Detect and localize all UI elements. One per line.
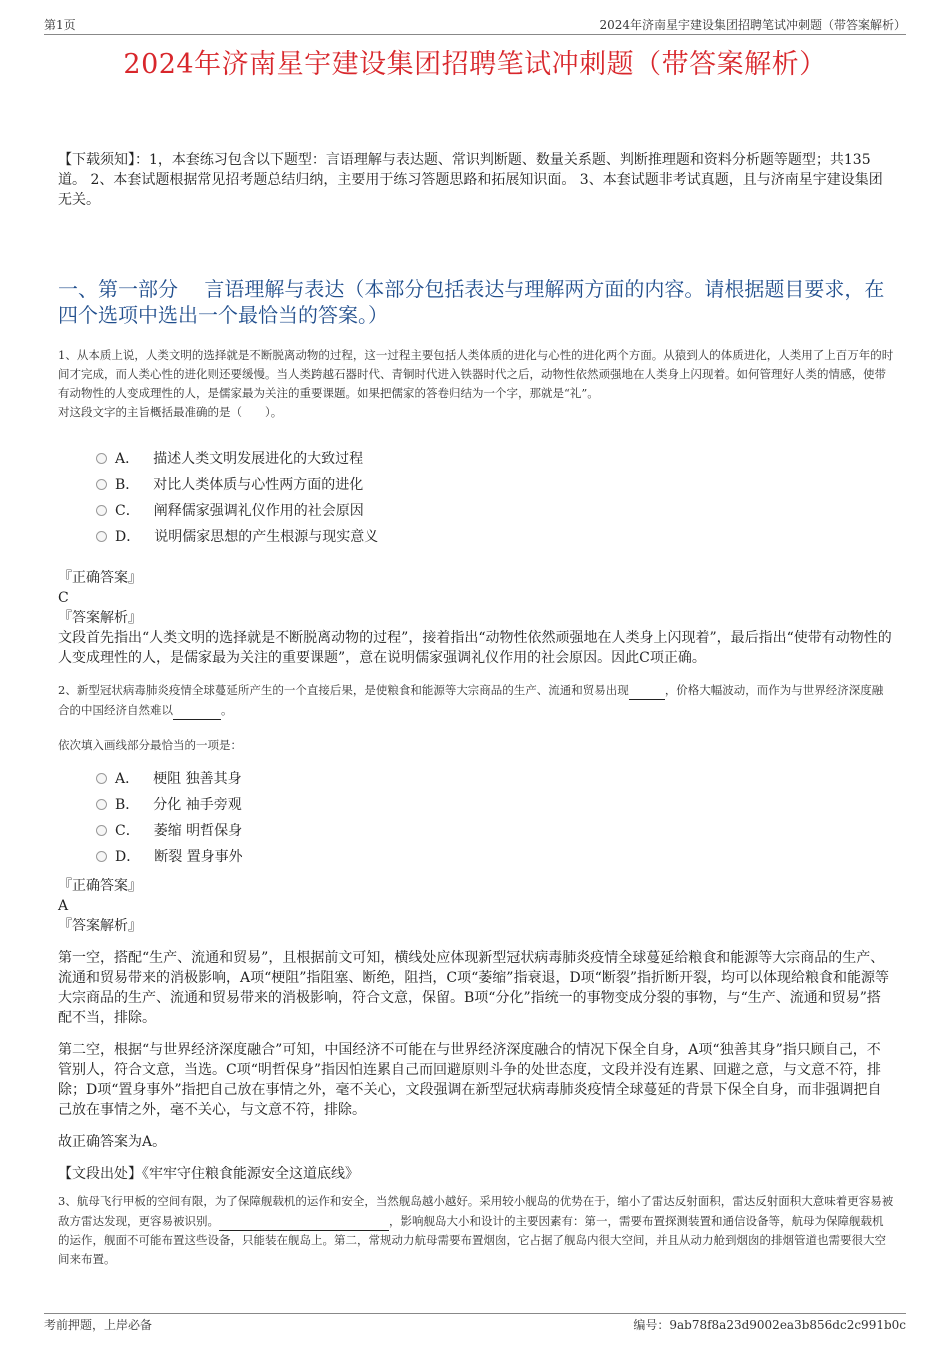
answer-label: 『正确答案』 bbox=[58, 878, 142, 894]
answer-value: A bbox=[58, 898, 69, 914]
blank-line[interactable] bbox=[219, 1211, 389, 1231]
question-1-answer bbox=[58, 568, 894, 668]
page-header bbox=[44, 14, 906, 35]
text-source: 【文段出处】《牢牢守住粮食能源安全这道底线》 bbox=[58, 1166, 359, 1182]
option-a[interactable]: A． 梗阻 独善其身 bbox=[96, 766, 243, 792]
page-number: 第1页 bbox=[44, 18, 76, 32]
document-code: 9ab78f8a23d9002ea3b856dc2c991b0c bbox=[669, 1318, 906, 1332]
answer-value: C bbox=[58, 590, 69, 606]
question-prompt: 依次填入画线部分最恰当的一项是： bbox=[58, 738, 242, 752]
radio-icon[interactable] bbox=[96, 453, 107, 464]
question-1-options bbox=[96, 446, 378, 550]
radio-icon[interactable] bbox=[96, 851, 107, 862]
question-2-stem: 2、新型冠状病毒肺炎疫情全球蔓延所产生的一个直接后果，是使粮食和能源等大宗商品的生产、流通和贸易出现 ，价格大幅波动，而作为与世界经济深度融合的中国经济自然难以 。 依次填入画线部分最恰当的一项是： bbox=[58, 680, 894, 755]
question-stem-text: 1、从本质上说，人类文明的选择就是不断脱离动物的过程，这一过程主要包括人类体质的进化与心性的进化两个方面。从猿到人的体质进化，人类用了上百万年的时间才完成，而人类心性的进化则还要缓慢。当人类跨越石器时代、青铜时代进入铁器时代之后，动物性依然顽强地在人类身上闪现着。如何管理好人类的情感，使带有动物性的人变成理性的人，是儒家最为关注的重要课题。如果把儒家的答卷归结为一个字，那就是“礼”。 bbox=[58, 348, 894, 400]
option-a[interactable]: A． 描述人类文明发展进化的大致过程 bbox=[96, 446, 378, 472]
radio-icon[interactable] bbox=[96, 531, 107, 542]
analysis-paragraph-2: 第二空，根据“与世界经济深度融合”可知，中国经济不可能在与世界经济深度融合的情况下保全自身，A项“独善其身”指只顾自己，不管别人，符合文意，当选。C项“明哲保身”指因怕连累自己而回避原则斗争的处世态度，文段并没有连累、回避之意，与文意不符，排除；D项“置身事外”指把自己放在事情之外，毫不关心，文段强调在新型冠状病毒肺炎疫情全球蔓延的背景下保全自身，而非强调把自己放在事情之外，毫不关心，与文意不符，排除。 bbox=[58, 1042, 882, 1118]
option-d[interactable]: D． 说明儒家思想的产生根源与现实意义 bbox=[96, 524, 378, 550]
question-prompt: 对这段文字的主旨概括最准确的是（ ）。 bbox=[58, 405, 283, 419]
question-1-stem bbox=[58, 346, 894, 422]
option-b[interactable]: B． 分化 袖手旁观 bbox=[96, 792, 243, 818]
footer-slogan: 考前押题，上岸必备 bbox=[44, 1318, 153, 1332]
radio-icon[interactable] bbox=[96, 799, 107, 810]
analysis-text: 文段首先指出“人类文明的选择就是不断脱离动物的过程”，接着指出“动物性依然顽强地在人类身上闪现着”，最后指出“使带有动物性的人变成理性的人，是儒家最为关注的重要课题”，意在说明儒家强调礼仪作用的社会原因。因此C项正确。 bbox=[58, 630, 892, 666]
radio-icon[interactable] bbox=[96, 479, 107, 490]
analysis-label: 『答案解析』 bbox=[58, 918, 142, 934]
option-c[interactable]: C． 阐释儒家强调礼仪作用的社会原因 bbox=[96, 498, 378, 524]
question-3-stem: 3、航母飞行甲板的空间有限，为了保障舰载机的运作和安全，当然舰岛越小越好。采用较小舰岛的优势在于，缩小了雷达反射面积，雷达反射面积大意味着更容易被敌方雷达发现，更容易被识别。 ，影响舰岛大小和设计的主要因素有：第一，需要布置探测装置和通信设备等，航母为保障舰载机的运作，舰面不可能布置这些设备，只能装在舰岛上。第二，常规动力航母需要布置烟囱，它占据了舰岛内很大空间，并且从动力舱到烟囱的排烟管道也需要很大空间来布置。 bbox=[58, 1194, 894, 1266]
header-doc-title: 2024年济南星宇建设集团招聘笔试冲刺题（带答案解析） bbox=[599, 18, 906, 32]
blank-line[interactable] bbox=[629, 680, 665, 700]
option-b[interactable]: B． 对比人类体质与心性两方面的进化 bbox=[96, 472, 378, 498]
option-c[interactable]: C． 萎缩 明哲保身 bbox=[96, 818, 243, 844]
blank-line[interactable] bbox=[173, 700, 221, 720]
section-title: 一、第一部分 言语理解与表达（本部分包括表达与理解两方面的内容。请根据题目要求，在四个选项中选出一个最恰当的答案。） bbox=[58, 277, 885, 327]
question-2-answer bbox=[58, 876, 894, 1184]
radio-icon[interactable] bbox=[96, 825, 107, 836]
radio-icon[interactable] bbox=[96, 505, 107, 516]
option-d[interactable]: D． 断裂 置身事外 bbox=[96, 844, 243, 870]
answer-label: 『正确答案』 bbox=[58, 570, 142, 586]
footer-code: 编号：9ab78f8a23d9002ea3b856dc2c991b0c bbox=[633, 1318, 906, 1332]
download-notice: 【下载须知】：1，本套练习包含以下题型：言语理解与表达题、常识判断题、数量关系题、判断推理题和资料分析题等题型；共135道。 2、本套试题根据常见招考题总结归纳，主要用于练习答题思路和拓展知识面。 3、本套试题非考试真题，且与济南星宇建设集团无关。 bbox=[58, 152, 883, 208]
radio-icon[interactable] bbox=[96, 773, 107, 784]
page-title: 2024年济南星宇建设集团招聘笔试冲刺题（带答案解析） bbox=[123, 49, 827, 80]
page-footer bbox=[44, 1313, 906, 1334]
analysis-label: 『答案解析』 bbox=[58, 610, 142, 626]
question-2-options bbox=[96, 766, 243, 870]
analysis-conclusion: 故正确答案为A。 bbox=[58, 1134, 167, 1150]
analysis-paragraph-1: 第一空，搭配“生产、流通和贸易”，且根据前文可知，横线处应体现新型冠状病毒肺炎疫情全球蔓延给粮食和能源等大宗商品的生产、流通和贸易带来的消极影响，A项“梗阻”指阻塞、断绝，阻挡，C项“萎缩”指衰退，D项“断裂”指折断开裂，均可以体现给粮食和能源等大宗商品的生产、流通和贸易带来的消极影响，符合文意，保留。B项“分化”指统一的事物变成分裂的事物，与“生产、流通和贸易”搭配不当，排除。 bbox=[58, 950, 889, 1026]
